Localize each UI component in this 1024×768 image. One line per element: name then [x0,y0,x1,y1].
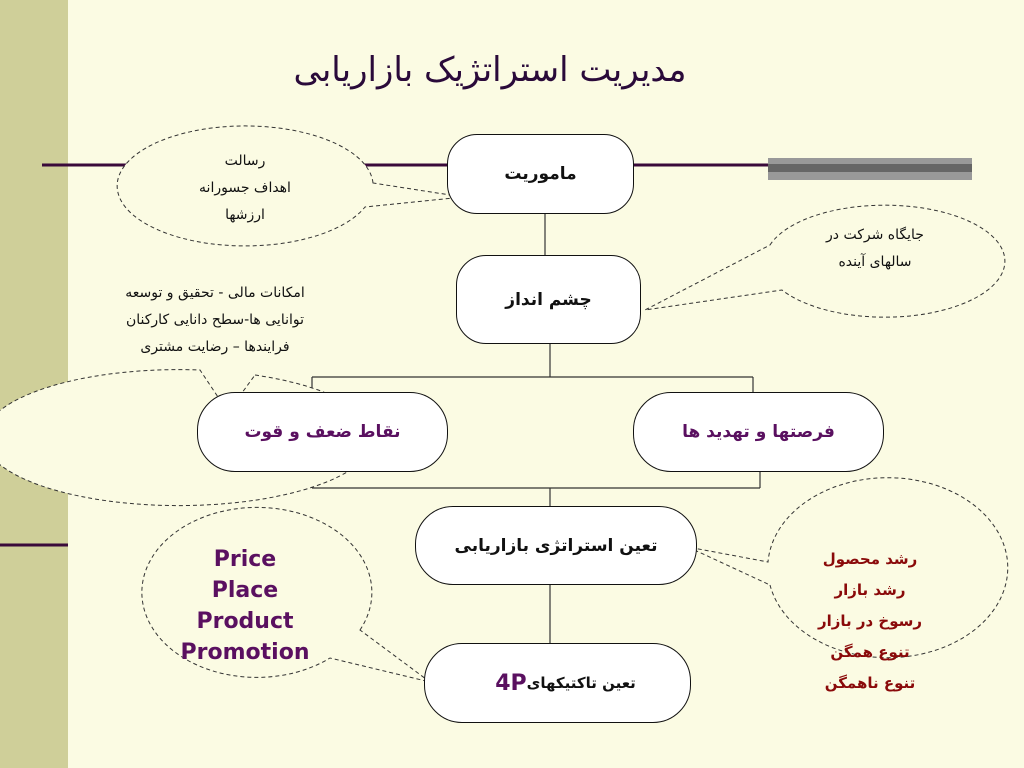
tactics-box [424,643,691,723]
note-line: توانایی ها-سطح دانایی کارکنان [125,312,305,328]
option-line: رسوخ در بازار [817,612,923,630]
strategy-box: تعین استراتژی بازاریابی [415,506,697,585]
vision-note [785,222,965,276]
four-p-list [160,544,330,668]
note-line: رسالت [224,153,266,169]
four-p-item: Place [211,578,279,603]
strengths-weaknesses-box: نقاط ضعف و قوت [197,392,448,472]
option-line: تنوع ناهمگن [824,674,916,692]
tactics-label: تعین تاکتیکهای [526,674,636,692]
swot-notes [70,280,360,361]
option-line: تنوع همگن [830,643,910,661]
note-line: ارزشها [225,207,265,223]
vision-box: چشم انداز [456,255,641,344]
opportunities-threats-box: فرصتها و تهدید ها [633,392,884,472]
note-line: فرایندها – رضایت مشتری [140,339,290,355]
page-title: مدیریت استراتژیک بازاریابی [293,50,687,90]
mission-box: ماموریت [447,134,634,214]
note-line: اهداف جسورانه [199,180,291,196]
strategy-options [800,544,940,699]
four-p-item: Promotion [180,640,310,665]
note-line: سالهای آینده [838,254,912,270]
note-line: امکانات مالی - تحقیق و توسعه [125,285,305,301]
mission-notes [170,148,320,229]
option-line: رشد محصول [822,550,918,568]
four-p-label: 4P [495,670,527,696]
option-line: رشد بازار [834,581,906,599]
note-line: جایگاه شرکت در [826,227,924,243]
four-p-item: Product [196,609,294,634]
four-p-item: Price [213,547,277,572]
